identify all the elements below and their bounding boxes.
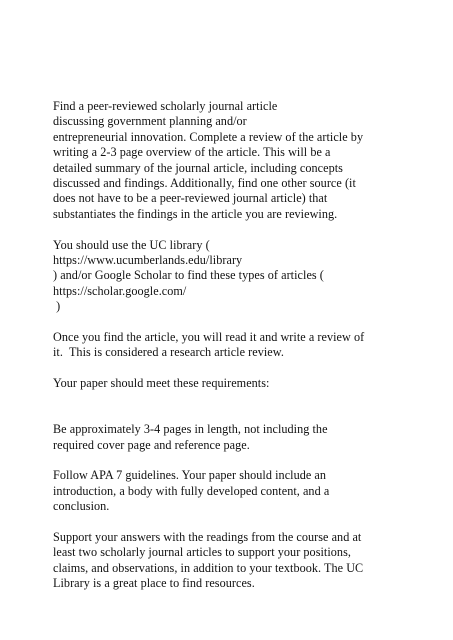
text-line: required cover page and reference page. [53, 437, 250, 452]
paragraph-spacer [53, 314, 448, 329]
paragraph-spacer [53, 453, 448, 468]
google-scholar-url: https://scholar.google.com/ [53, 283, 187, 298]
text-line: substantiates the findings in the article you are reviewing. [53, 206, 338, 221]
text-line: does not have to be a peer-reviewed journal article) that [53, 191, 328, 206]
text-line: detailed summary of the journal article, including concepts [53, 160, 343, 175]
text-line: Follow APA 7 guidelines. Your paper should include an [53, 468, 327, 483]
paragraph-spacer [53, 222, 448, 237]
text-line: introduction, a body with fully developed content, and a [53, 483, 330, 498]
paragraph-length-requirement [53, 422, 448, 453]
paragraph-requirements-heading [53, 376, 448, 391]
text-line: Support your answers with the readings from the course and at [53, 529, 362, 544]
text-line: entrepreneurial innovation. Complete a review of the article by [53, 129, 364, 144]
text-line: writing a 2-3 page overview of the article. This will be a [53, 145, 331, 160]
text-line: Library is a great place to find resources. [53, 576, 255, 591]
paragraph-spacer [53, 391, 448, 406]
paragraph-library-sources [53, 238, 448, 315]
text-line: discussing government planning and/or [53, 114, 247, 129]
text-line: conclusion. [53, 499, 110, 514]
text-line: least two scholarly journal articles to support your positions, [53, 545, 351, 560]
paragraph-support-requirement [53, 530, 448, 592]
text-line: Be approximately 3-4 pages in length, not including the [53, 422, 328, 437]
paragraph-spacer [53, 407, 448, 422]
paragraph-apa-requirement [53, 468, 448, 514]
text-line: ) [53, 299, 61, 314]
text-line: Your paper should meet these requirements: [53, 376, 270, 391]
text-line: You should use the UC library ( [53, 237, 210, 252]
text-line: claims, and observations, in addition to your textbook. The UC [53, 560, 364, 575]
uc-library-url: https://www.ucumberlands.edu/library [53, 252, 243, 267]
text-line: it. This is considered a research article review. [53, 345, 284, 360]
text-line: ) and/or Google Scholar to find these types of articles ( [53, 268, 324, 283]
document-body [53, 99, 448, 592]
text-line: Find a peer-reviewed scholarly journal article [53, 99, 278, 113]
text-line: Once you find the article, you will read it and write a review of [53, 329, 365, 344]
paragraph-spacer [53, 515, 448, 530]
paragraph-article-review [53, 330, 448, 361]
paragraph-spacer [53, 361, 448, 376]
paragraph-assignment-overview [53, 99, 448, 222]
text-line: discussed and findings. Additionally, find one other source (it [53, 175, 356, 190]
